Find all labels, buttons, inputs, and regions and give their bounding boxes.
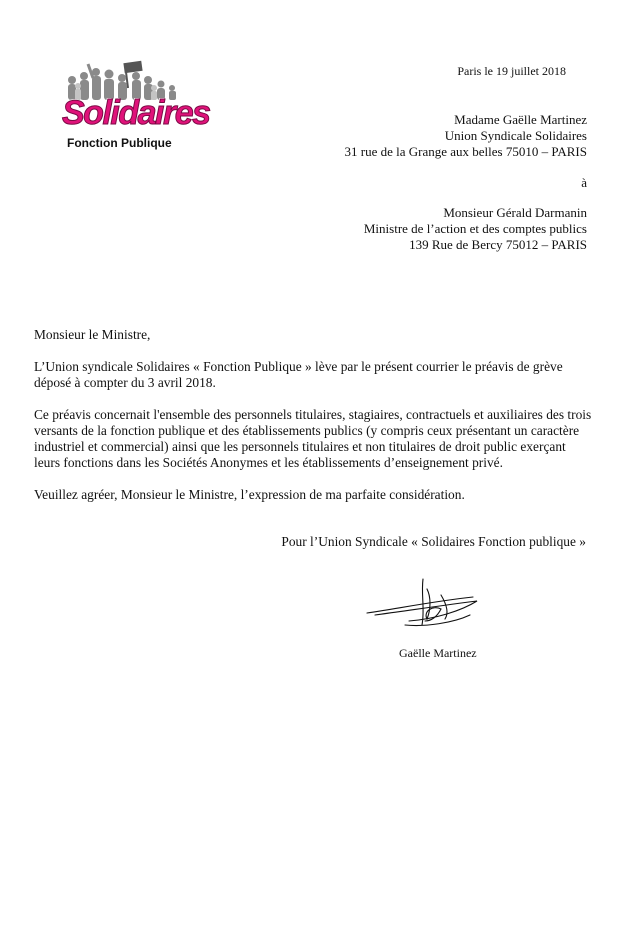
letter-date: Paris le 19 juillet 2018 xyxy=(457,64,566,78)
salutation: Monsieur le Ministre, xyxy=(34,327,151,342)
signer-name: Gaëlle Martinez xyxy=(399,646,477,660)
sender-block xyxy=(344,112,587,160)
recipient-name: Monsieur Gérald Darmanin xyxy=(443,205,587,220)
paragraph: Ce préavis concernait l'ensemble des personnels titulaires, stagiaires, contractuels et auxiliaires des trois versants de la fonction publique et des établissements publics (y compris ceux présentant un caractère industriel et commercial) ainsi que les personnels titulaires et non titulaires de droit public exerçant leurs fonctions dans les Sociétés Anonymes et les établissements d’enseignement privé. xyxy=(34,407,592,470)
recipient-block xyxy=(364,205,587,253)
paragraph: L’Union syndicale Solidaires « Fonction Publique » lève par le présent courrier le préavis de grève déposé à compter du 3 avril 2018. xyxy=(34,359,563,390)
sender-name: Madame Gaëlle Martinez xyxy=(454,112,587,127)
logo-subtitle: Fonction Publique xyxy=(67,136,172,150)
signature-icon xyxy=(365,575,480,635)
logo-wordmark: Solidaires xyxy=(62,94,210,132)
solidaires-logo xyxy=(58,58,210,156)
signoff-line: Pour l’Union Syndicale « Solidaires Fonction publique » xyxy=(281,534,586,549)
recipient-title: Ministre de l’action et des comptes publics xyxy=(363,221,587,236)
sender-org: Union Syndicale Solidaires xyxy=(444,128,587,143)
paragraph: Veuillez agréer, Monsieur le Ministre, l’expression de ma parfaite considération. xyxy=(34,487,465,502)
to-marker: à xyxy=(581,175,587,190)
recipient-address: 139 Rue de Bercy 75012 – PARIS xyxy=(409,237,587,252)
sender-address: 31 rue de la Grange aux belles 75010 – PARIS xyxy=(344,144,587,159)
